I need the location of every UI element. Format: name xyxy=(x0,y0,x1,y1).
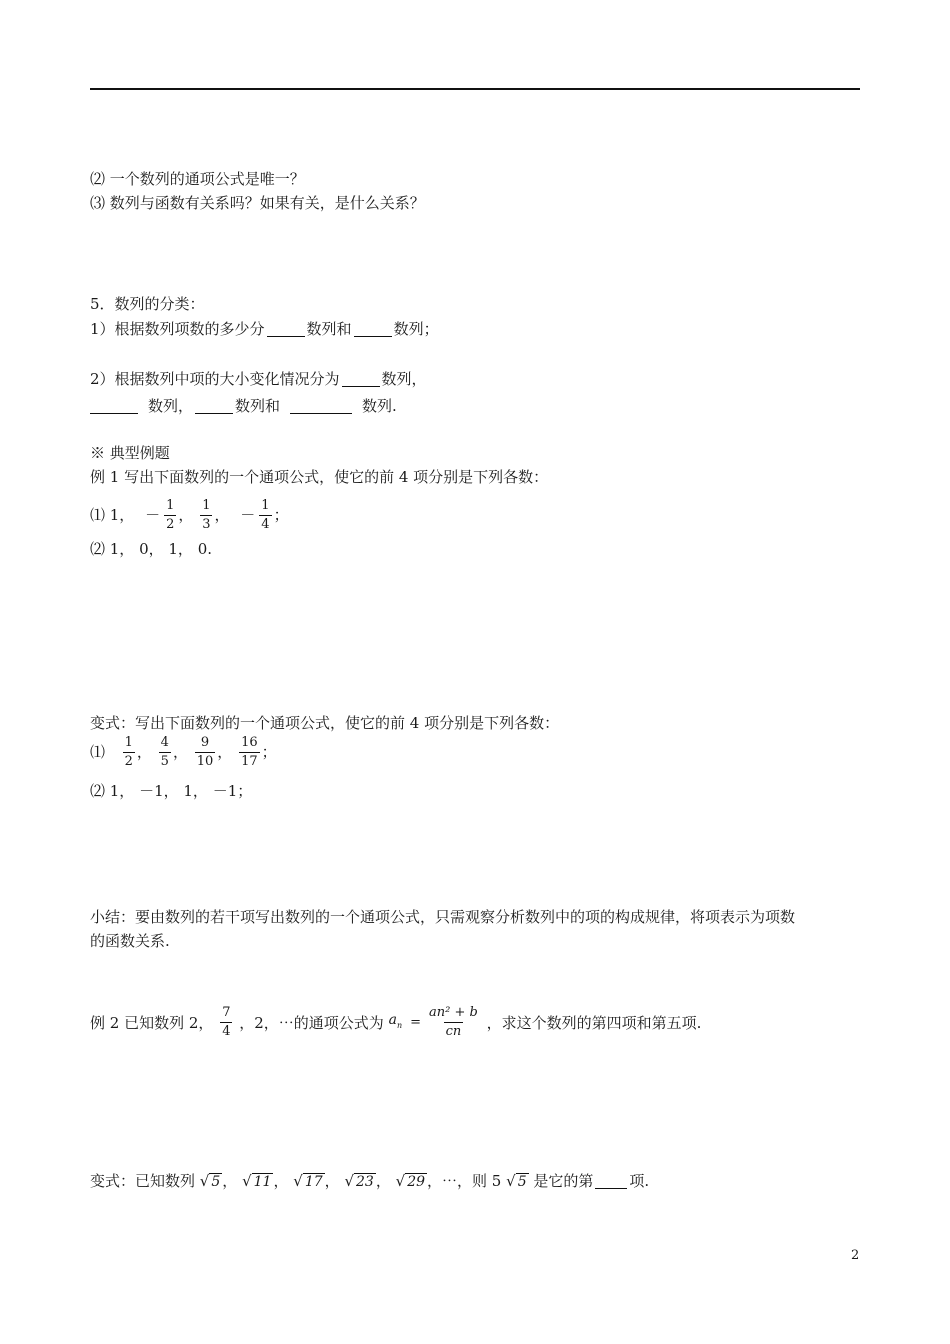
separator: ； xyxy=(273,506,289,524)
separator: ， xyxy=(375,1172,391,1190)
separator: ， xyxy=(172,743,188,761)
answer-blank[interactable] xyxy=(195,399,233,414)
fraction xyxy=(259,498,271,533)
separator: ， xyxy=(217,743,233,761)
sqrt-term: √ 29 xyxy=(395,1171,426,1190)
fraction-denominator: 2 xyxy=(166,516,175,532)
typical-heading-text: ※ 典型例题 xyxy=(90,444,170,462)
variant-2-text-b: 是它的第 xyxy=(533,1172,594,1190)
section-5-title xyxy=(90,293,205,314)
example-1-part-2 xyxy=(90,538,212,559)
question-2 xyxy=(90,168,305,189)
example-1-part-2-text: ⑵ 1， 0， 1， 0. xyxy=(90,540,213,558)
example-1-intro xyxy=(90,466,548,487)
separator: ， xyxy=(324,1172,340,1190)
sqrt-term: √ 5 xyxy=(506,1171,527,1190)
sqrt-radicand: 23 xyxy=(356,1173,374,1190)
fraction-numerator: 4 xyxy=(160,734,169,750)
minus-sign: － xyxy=(240,506,256,524)
separator: ， xyxy=(214,506,230,524)
variant-1-part-1 xyxy=(90,732,277,771)
fraction-denominator: 3 xyxy=(202,516,211,532)
sqrt-term: √ 17 xyxy=(293,1171,323,1190)
question-3-text: ⑶ 数列与函数有关系吗？如果有关，是什么关系？ xyxy=(90,194,425,212)
sqrt-radicand: 17 xyxy=(304,1173,323,1190)
item-2-text-c: 数列， xyxy=(148,397,194,415)
fraction-numerator: 7 xyxy=(222,1005,231,1021)
separator: ， xyxy=(222,1172,238,1190)
question-3 xyxy=(90,192,425,213)
fraction xyxy=(159,735,171,770)
fraction-numerator: 1 xyxy=(124,734,133,750)
answer-blank[interactable] xyxy=(354,322,392,337)
page-number: 2 xyxy=(851,1248,860,1263)
fraction xyxy=(200,498,212,533)
summary-text-2: 的函数关系. xyxy=(90,932,170,950)
variant-1-intro xyxy=(90,712,559,733)
fraction-denominator: 4 xyxy=(222,1024,231,1040)
separator: ， xyxy=(136,743,152,761)
fraction-denominator: 10 xyxy=(196,753,214,769)
answer-blank[interactable] xyxy=(342,372,380,387)
formula-lhs xyxy=(389,1000,403,1046)
fraction xyxy=(220,1005,232,1040)
formula-equals: = xyxy=(410,1014,421,1030)
fraction-denominator: 17 xyxy=(241,753,258,769)
sqrt-radicand: 5 xyxy=(211,1173,221,1190)
answer-blank[interactable] xyxy=(267,322,305,337)
item-2-text-d: 数列和 xyxy=(235,397,281,415)
example-2 xyxy=(90,1000,701,1046)
example-2-text-b: ，2，⋯的通项公式为 xyxy=(239,1013,384,1032)
item-2-text-b: 数列， xyxy=(381,370,427,388)
variant-2-text-a: 变式：已知数列 xyxy=(90,1172,196,1190)
formula-fraction xyxy=(427,1005,480,1040)
fraction-numerator: 1 xyxy=(261,497,270,513)
example-1-part-1-label: ⑴ 1， xyxy=(90,506,135,524)
section-5-item-2-cont xyxy=(90,395,397,416)
sqrt-radicand: 29 xyxy=(407,1173,426,1190)
separator: ， xyxy=(273,1172,289,1190)
section-5-item-1 xyxy=(90,318,439,339)
sqrt-radicand: 11 xyxy=(253,1173,272,1190)
item-1-text-c: 数列； xyxy=(393,320,439,338)
formula-lhs-symbol: a xyxy=(388,1012,397,1028)
fraction xyxy=(239,735,260,770)
variant-1-part-1-label: ⑴ xyxy=(90,743,106,761)
general-term-formula xyxy=(389,1000,482,1046)
fraction-numerator: 9 xyxy=(200,734,210,750)
separator: ，⋯，则 5 xyxy=(427,1172,502,1190)
formula-numerator: an² + b xyxy=(429,1005,478,1021)
summary-line-1 xyxy=(90,906,795,927)
example-1-part-1 xyxy=(90,496,289,533)
summary-line-2 xyxy=(90,930,170,951)
fraction-denominator: 5 xyxy=(160,753,169,769)
sqrt-term: √ 23 xyxy=(344,1171,374,1190)
fraction xyxy=(164,498,176,533)
header-rule xyxy=(90,88,860,90)
fraction-denominator: 4 xyxy=(261,516,270,532)
separator: ， xyxy=(178,506,194,524)
sqrt-term: √ 5 xyxy=(199,1171,221,1190)
variant-2 xyxy=(90,1170,649,1192)
fraction xyxy=(195,735,216,770)
variant-1-intro-text: 变式：写出下面数列的一个通项公式，使它的前 4 项分别是下列各数： xyxy=(90,714,560,732)
answer-blank[interactable] xyxy=(90,399,138,414)
sqrt-term: √ 11 xyxy=(242,1171,272,1190)
minus-sign: － xyxy=(145,506,161,524)
item-1-text-b: 数列和 xyxy=(306,320,352,338)
fraction-numerator: 16 xyxy=(241,734,258,750)
fraction-numerator: 1 xyxy=(202,497,211,513)
variant-1-part-2-text: ⑵ 1， －1， 1， －1； xyxy=(90,782,253,800)
fraction-numerator: 1 xyxy=(166,497,175,513)
variant-1-part-2 xyxy=(90,780,252,801)
separator: ； xyxy=(261,743,277,761)
item-1-text-a: 1）根据数列项数的多少分 xyxy=(90,320,265,338)
fraction xyxy=(123,735,135,770)
item-2-text-e: 数列. xyxy=(362,397,397,415)
variant-2-text-c: 项. xyxy=(629,1172,650,1190)
summary-text-1: 小结：要由数列的若干项写出数列的一个通项公式，只需观察分析数列中的项的构成规律，将项表示为项数 xyxy=(90,908,796,926)
formula-subscript: n xyxy=(396,1020,403,1030)
answer-blank[interactable] xyxy=(595,1174,627,1189)
item-2-text-a: 2）根据数列中项的大小变化情况分为 xyxy=(90,370,340,388)
formula-denominator: cn xyxy=(445,1024,462,1040)
section-5-title-text: 5．数列的分类： xyxy=(90,295,205,313)
sqrt-radicand: 5 xyxy=(517,1173,527,1190)
example-2-text-c: ，求这个数列的第四项和第五项. xyxy=(486,1013,702,1032)
answer-blank[interactable] xyxy=(290,399,352,414)
fraction-denominator: 2 xyxy=(124,753,133,769)
typical-examples-heading xyxy=(90,442,170,463)
example-1-intro-text: 例 1 写出下面数列的一个通项公式，使它的前 4 项分别是下列各数： xyxy=(90,468,549,486)
section-5-item-2 xyxy=(90,368,427,389)
question-2-text: ⑵ 一个数列的通项公式是唯一？ xyxy=(90,170,305,188)
example-2-text-a: 例 2 已知数列 2， xyxy=(90,1013,214,1032)
